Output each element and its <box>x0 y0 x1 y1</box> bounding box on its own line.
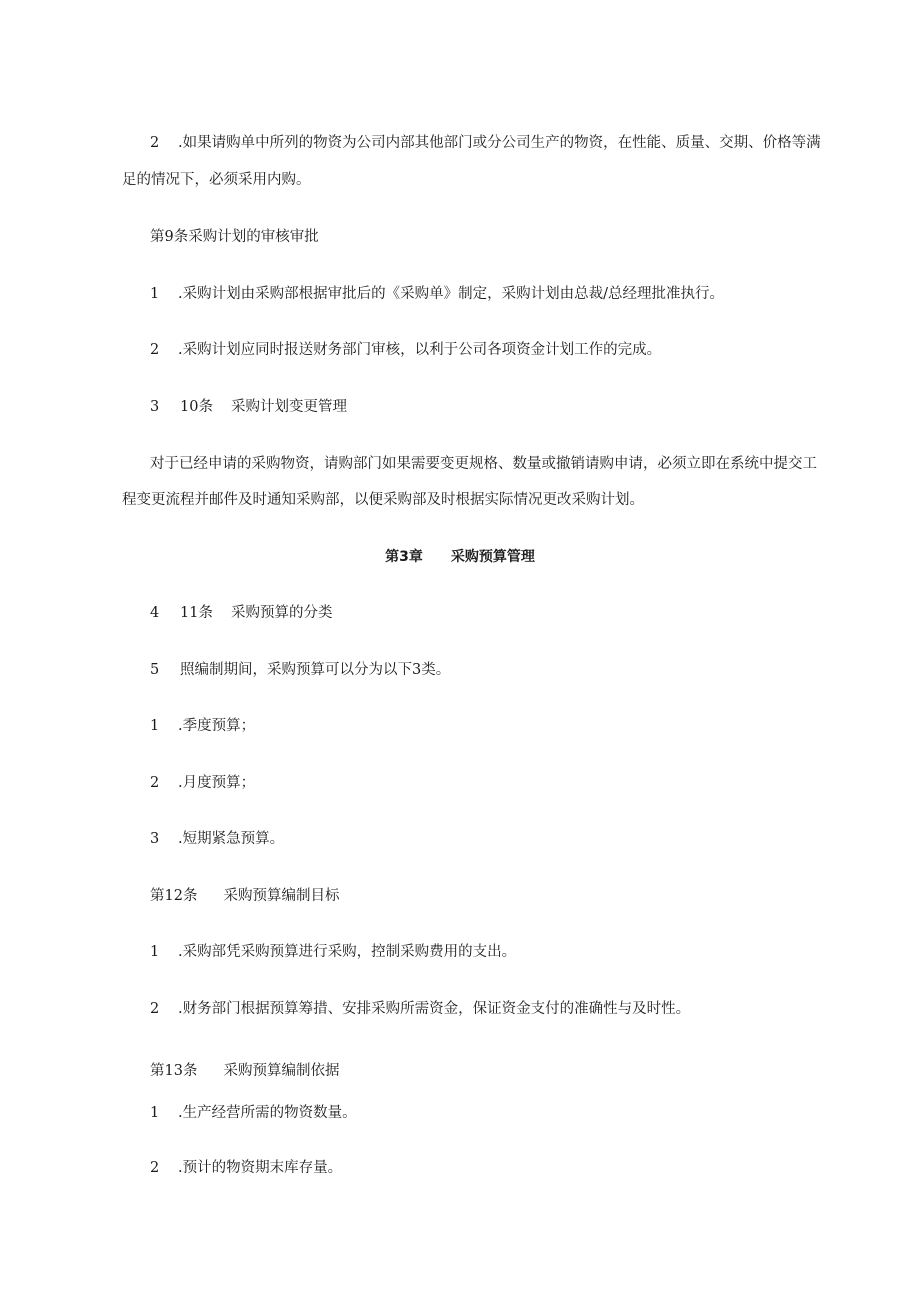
body-text: 对于已经申请的采购物资，请购部门如果需要变更规格、数量或撤销请购申请，必须立即在系统中提交工 <box>150 456 817 472</box>
article-title: 采购预算编制依据 <box>223 1063 340 1079</box>
item-number: 1 <box>150 718 160 734</box>
article-11-item-1 <box>150 716 255 736</box>
item-text-continued: 足的情况下，必须采用内购。 <box>122 172 311 188</box>
article-12-item-1 <box>150 942 516 962</box>
item-number: 1 <box>150 1105 160 1121</box>
article-number: 4 <box>150 605 160 621</box>
item-number: 1 <box>150 944 160 960</box>
item-number: 2 <box>150 1160 160 1176</box>
item-text: 照编制期间，采购预算可以分为以下3类。 <box>180 662 451 678</box>
item-text: .采购计划应同时报送财务部门审核，以利于公司各项资金计划工作的完成。 <box>178 342 662 358</box>
item-text: .季度预算； <box>178 718 256 734</box>
item-text: .采购计划由采购部根据审批后的《采购单》制定，采购计划由总裁/总经理批准执行。 <box>178 286 724 302</box>
item-text: .短期紧急预算。 <box>178 831 285 847</box>
article-9-heading <box>150 227 319 247</box>
item-text: .月度预算； <box>178 775 256 791</box>
article-9-item-2 <box>150 340 661 360</box>
item-text: .预计的物资期末库存量。 <box>178 1160 343 1176</box>
chapter-label: 第3章 <box>385 549 423 565</box>
article-10-body-line2 <box>122 490 644 510</box>
item-number: 1 <box>150 286 160 302</box>
article-title: 采购预算的分类 <box>230 605 333 621</box>
article-13-item-2 <box>150 1158 342 1178</box>
article-label: 第13条 <box>150 1063 198 1079</box>
paragraph-item-2-line1 <box>150 133 821 153</box>
article-number: 3 <box>150 399 160 415</box>
article-13-heading <box>150 1061 339 1081</box>
item-number: 2 <box>150 342 160 358</box>
article-11-item-2 <box>150 773 255 793</box>
article-label: 第12条 <box>150 888 198 904</box>
article-label: 10条 <box>180 399 213 415</box>
article-11-item-3 <box>150 829 284 849</box>
article-13-item-1 <box>150 1103 357 1123</box>
article-11-intro <box>150 660 450 680</box>
item-text: .财务部门根据预算筹措、安排采购所需资金，保证资金支付的准确性与及时性。 <box>178 1001 691 1017</box>
body-text-continued: 程变更流程并邮件及时通知采购部，以便采购部及时根据实际情况更改采购计划。 <box>122 492 644 508</box>
chapter-title: 采购预算管理 <box>450 549 535 565</box>
item-text: .生产经营所需的物资数量。 <box>178 1105 357 1121</box>
item-text: .采购部凭采购预算进行采购，控制采购费用的支出。 <box>178 944 517 960</box>
article-title: 采购计划变更管理 <box>230 399 347 415</box>
item-number: 5 <box>150 662 160 678</box>
article-heading-text: 第9条采购计划的审核审批 <box>150 229 319 245</box>
item-number: 2 <box>150 1001 160 1017</box>
article-10-body-line1 <box>150 454 817 474</box>
chapter-3-heading <box>0 547 920 567</box>
article-9-item-1 <box>150 284 724 304</box>
article-title: 采购预算编制目标 <box>223 888 340 904</box>
article-label: 11条 <box>180 605 213 621</box>
item-number: 3 <box>150 831 160 847</box>
article-12-heading <box>150 886 339 906</box>
article-10-heading <box>150 397 347 417</box>
paragraph-item-2-line2 <box>122 170 311 190</box>
item-text: .如果请购单中所列的物资为公司内部其他部门或分公司生产的物资，在性能、质量、交期、价格等满 <box>178 135 821 151</box>
item-number: 2 <box>150 775 160 791</box>
article-11-heading <box>150 603 332 623</box>
item-number: 2 <box>150 135 160 151</box>
article-12-item-2 <box>150 999 690 1019</box>
